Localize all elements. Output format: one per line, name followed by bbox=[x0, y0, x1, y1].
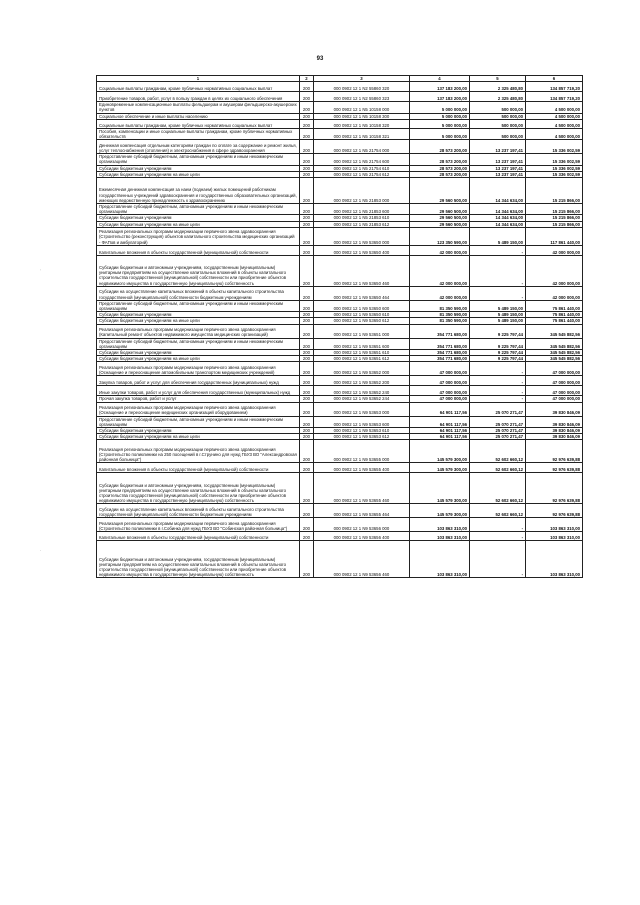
table-row bbox=[97, 128, 583, 139]
row-remaining-amount: 42 000 000,00 bbox=[526, 245, 583, 255]
table-row bbox=[97, 376, 583, 386]
row-budget-code: 000 0902 12 1 N9 53651 000 bbox=[314, 324, 410, 338]
row-group-code: 200 bbox=[300, 541, 314, 578]
row-approved-amount: 354 771 680,00 bbox=[410, 338, 470, 349]
row-budget-code: 000 0902 12 1 N5 21754 610 bbox=[314, 165, 410, 171]
row-remaining-amount: 42 000 000,00 bbox=[526, 255, 583, 286]
row-group-code: 200 bbox=[300, 171, 314, 177]
row-approved-amount: 42 000 000,00 bbox=[410, 286, 470, 300]
row-executed-amount: 52 602 660,12 bbox=[470, 440, 526, 463]
row-executed-amount: 5 489 150,00 bbox=[470, 318, 526, 324]
row-approved-amount: 81 350 590,00 bbox=[410, 318, 470, 324]
row-approved-amount: 28 573 200,00 bbox=[410, 171, 470, 177]
row-description: Субсидии на осуществление капитальных вложений в объекты капитального строительства государственной (муниципальной) собственности бюджетным учреждениям bbox=[97, 504, 300, 518]
table-row bbox=[97, 416, 583, 427]
row-executed-amount: - bbox=[470, 286, 526, 300]
row-group-code: 200 bbox=[300, 318, 314, 324]
row-group-code: 200 bbox=[300, 215, 314, 221]
row-executed-amount: 5 489 150,00 bbox=[470, 300, 526, 311]
row-group-code: 200 bbox=[300, 255, 314, 286]
row-approved-amount: 64 901 117,56 bbox=[410, 402, 470, 416]
row-description: Субсидии на осуществление капитальных вложений в объекты капитального строительства государственной (муниципальной) собственности бюджетным учреждениям bbox=[97, 286, 300, 300]
row-executed-amount: - bbox=[470, 362, 526, 376]
row-budget-code: 000 0902 12 1 N9 53650 464 bbox=[314, 286, 410, 300]
row-budget-code: 000 0902 12 1 N9 53653 610 bbox=[314, 428, 410, 434]
row-group-code: 200 bbox=[300, 165, 314, 171]
row-approved-amount: 28 573 200,00 bbox=[410, 140, 470, 154]
row-approved-amount: 137 183 200,00 bbox=[410, 92, 470, 102]
table-row bbox=[97, 221, 583, 227]
stray-mark: ' bbox=[40, 268, 41, 273]
row-description: Капитальные вложения в объекты государственной (муниципальной) собственности bbox=[97, 463, 300, 473]
row-approved-amount: 145 579 300,00 bbox=[410, 440, 470, 463]
row-executed-amount: 52 602 660,12 bbox=[470, 463, 526, 473]
row-approved-amount: 354 771 680,00 bbox=[410, 324, 470, 338]
row-budget-code: 000 0902 12 1 N5 21853 600 bbox=[314, 204, 410, 215]
row-executed-amount: 25 070 271,47 bbox=[470, 416, 526, 427]
row-remaining-amount: 4 500 000,00 bbox=[526, 102, 583, 113]
row-budget-code: 000 0902 12 1 N9 53650 400 bbox=[314, 245, 410, 255]
row-executed-amount: 14 344 634,00 bbox=[470, 204, 526, 215]
row-approved-amount: 81 350 590,00 bbox=[410, 312, 470, 318]
row-remaining-amount: 47 000 000,00 bbox=[526, 376, 583, 386]
row-approved-amount: 47 000 000,00 bbox=[410, 386, 470, 396]
table-row bbox=[97, 473, 583, 504]
row-budget-code: 000 0902 12 1 N9 53650 610 bbox=[314, 312, 410, 318]
row-description: Реализация региональных программ модернизации первичного звена здравоохранения (Строительство поликлиники в г.Собинка для нужд ГБУЗ ВО "Собинская районная больница") bbox=[97, 518, 300, 532]
row-group-code: 200 bbox=[300, 362, 314, 376]
table-row bbox=[97, 154, 583, 165]
column-header: 1 bbox=[97, 76, 300, 82]
row-remaining-amount: 103 863 310,00 bbox=[526, 541, 583, 578]
row-approved-amount: 5 000 000,00 bbox=[410, 102, 470, 113]
row-executed-amount: 9 225 797,44 bbox=[470, 350, 526, 356]
row-executed-amount: 14 344 634,00 bbox=[470, 178, 526, 204]
row-executed-amount: - bbox=[470, 376, 526, 386]
table-row bbox=[97, 178, 583, 204]
row-approved-amount: 29 560 500,00 bbox=[410, 178, 470, 204]
row-group-code: 200 bbox=[300, 221, 314, 227]
row-description: Субсидии бюджетным учреждениям на иные цели bbox=[97, 171, 300, 177]
row-approved-amount: 64 901 117,56 bbox=[410, 416, 470, 427]
table-row bbox=[97, 245, 583, 255]
row-group-code: 200 bbox=[300, 300, 314, 311]
column-header: 3 bbox=[314, 76, 410, 82]
row-description: Предоставление субсидий бюджетным, автономным учреждениям и иным некоммерческим организациям bbox=[97, 154, 300, 165]
row-group-code: 200 bbox=[300, 386, 314, 396]
column-header: 5 bbox=[470, 76, 526, 82]
row-budget-code: 000 0902 12 1 N9 53656 460 bbox=[314, 541, 410, 578]
table-row bbox=[97, 386, 583, 396]
row-description: Социальные выплаты гражданам, кроме публичных нормативных социальных выплат bbox=[97, 82, 300, 92]
row-approved-amount: 137 183 200,00 bbox=[410, 82, 470, 92]
row-description: Субсидии бюджетным и автономным учреждениям, государственным (муниципальным) унитарным предприятиям на осуществление капитальных вложений в объекты капитального строительства государственной (муниципальной) собственности или приобретение объектов недвижимого имущества в государственную (муниципальную) собственность bbox=[97, 473, 300, 504]
row-group-code: 200 bbox=[300, 402, 314, 416]
row-executed-amount: 13 237 197,41 bbox=[470, 154, 526, 165]
row-executed-amount: 13 237 197,41 bbox=[470, 140, 526, 154]
row-budget-code: 000 0902 12 1 N5 10158 000 bbox=[314, 102, 410, 113]
row-executed-amount: 500 000,00 bbox=[470, 102, 526, 113]
row-group-code: 200 bbox=[300, 416, 314, 427]
row-approved-amount: 354 771 680,00 bbox=[410, 356, 470, 362]
row-description: Единовременные компенсационные выплаты фельдшерам и акушерам фельдшерско-акушерских пунктов bbox=[97, 102, 300, 113]
row-group-code: 200 bbox=[300, 128, 314, 139]
row-budget-code: 000 0902 12 1 N5 21853 610 bbox=[314, 215, 410, 221]
row-budget-code: 000 0902 12 1 N9 53653 000 bbox=[314, 402, 410, 416]
row-group-code: 200 bbox=[300, 428, 314, 434]
row-approved-amount: 28 573 200,00 bbox=[410, 165, 470, 171]
row-executed-amount: - bbox=[470, 396, 526, 402]
row-budget-code: 000 0902 12 1 N9 53650 612 bbox=[314, 318, 410, 324]
row-remaining-amount: 4 500 000,00 bbox=[526, 128, 583, 139]
row-group-code: 200 bbox=[300, 178, 314, 204]
row-budget-code: 000 0902 12 1 N9 53650 460 bbox=[314, 255, 410, 286]
row-remaining-amount: 92 976 639,88 bbox=[526, 440, 583, 463]
table-row bbox=[97, 92, 583, 102]
row-group-code: 200 bbox=[300, 324, 314, 338]
row-executed-amount: 5 489 150,00 bbox=[470, 312, 526, 318]
row-approved-amount: 103 863 310,00 bbox=[410, 541, 470, 578]
row-budget-code: 000 0902 12 1 N9 53655 460 bbox=[314, 473, 410, 504]
row-description: Приобретение товаров, работ, услуг в пользу граждан в целях их социального обеспечения bbox=[97, 92, 300, 102]
row-executed-amount: 52 602 660,12 bbox=[470, 473, 526, 504]
row-remaining-amount: 103 863 310,00 bbox=[526, 518, 583, 532]
row-approved-amount: 64 901 117,56 bbox=[410, 428, 470, 434]
row-group-code: 200 bbox=[300, 227, 314, 245]
row-approved-amount: 103 863 310,00 bbox=[410, 532, 470, 541]
budget-table bbox=[96, 75, 583, 578]
table-row bbox=[97, 102, 583, 113]
row-executed-amount: 14 344 634,00 bbox=[470, 221, 526, 227]
row-remaining-amount: 75 861 440,00 bbox=[526, 312, 583, 318]
row-group-code: 200 bbox=[300, 140, 314, 154]
row-budget-code: 000 0902 12 1 N9 53651 610 bbox=[314, 350, 410, 356]
row-description: Прочая закупка товаров, работ и услуг bbox=[97, 396, 300, 402]
row-description: Субсидии бюджетным учреждениям на иные цели bbox=[97, 221, 300, 227]
column-header: 2 bbox=[300, 76, 314, 82]
stray-mark: · bbox=[40, 548, 42, 553]
row-description: Предоставление субсидий бюджетным, автономным учреждениям и иным некоммерческим организациям bbox=[97, 300, 300, 311]
row-executed-amount: 2 325 480,80 bbox=[470, 82, 526, 92]
row-approved-amount: 5 000 000,00 bbox=[410, 113, 470, 119]
row-budget-code: 000 0902 12 1 N9 53652 240 bbox=[314, 386, 410, 396]
table-row bbox=[97, 140, 583, 154]
row-budget-code: 000 0902 12 1 N9 53650 000 bbox=[314, 227, 410, 245]
row-remaining-amount: 117 861 440,00 bbox=[526, 227, 583, 245]
row-approved-amount: 42 000 000,00 bbox=[410, 255, 470, 286]
row-group-code: 200 bbox=[300, 434, 314, 440]
table-row bbox=[97, 463, 583, 473]
row-remaining-amount: 39 830 846,09 bbox=[526, 428, 583, 434]
row-budget-code: 000 0902 12 1 N9 53655 400 bbox=[314, 463, 410, 473]
row-budget-code: 000 0902 12 1 N5 21754 000 bbox=[314, 140, 410, 154]
row-remaining-amount: 345 545 882,56 bbox=[526, 338, 583, 349]
table-row bbox=[97, 82, 583, 92]
row-description: Социальное обеспечение и иные выплаты населению bbox=[97, 113, 300, 119]
row-description: Денежная компенсация отдельным категориям граждан по оплате за содержание и ремонт жилья, услуг теплоснабжения (отопления) и электроснабжения в сфере здравоохранения bbox=[97, 140, 300, 154]
row-executed-amount: 9 225 797,44 bbox=[470, 338, 526, 349]
row-description: Предоставление субсидий бюджетным, автономным учреждениям и иным некоммерческим организациям bbox=[97, 338, 300, 349]
table-row bbox=[97, 171, 583, 177]
row-group-code: 200 bbox=[300, 356, 314, 362]
row-executed-amount: 25 070 271,47 bbox=[470, 428, 526, 434]
table-row bbox=[97, 356, 583, 362]
table-row bbox=[97, 165, 583, 171]
row-description: Реализация региональных программ модернизации первичного звена здравоохранения (Капитальный ремонт объектов недвижимого имущества медицинских организаций) bbox=[97, 324, 300, 338]
table-row bbox=[97, 300, 583, 311]
row-budget-code: 000 0902 12 1 N9 53652 000 bbox=[314, 362, 410, 376]
row-budget-code: 000 0902 12 1 N2 55860 320 bbox=[314, 82, 410, 92]
row-group-code: 200 bbox=[300, 396, 314, 402]
row-remaining-amount: 15 215 866,00 bbox=[526, 221, 583, 227]
row-approved-amount: 47 000 000,00 bbox=[410, 376, 470, 386]
row-description: Предоставление субсидий бюджетным, автономным учреждениям и иным некоммерческим организациям bbox=[97, 204, 300, 215]
row-approved-amount: 64 901 117,56 bbox=[410, 434, 470, 440]
row-group-code: 200 bbox=[300, 473, 314, 504]
table-row bbox=[97, 350, 583, 356]
table-row bbox=[97, 428, 583, 434]
row-budget-code: 000 0902 12 1 N9 53652 200 bbox=[314, 376, 410, 386]
table-row bbox=[97, 440, 583, 463]
row-description: Субсидии бюджетным учреждениям bbox=[97, 350, 300, 356]
row-budget-code: 000 0902 12 1 N5 21853 612 bbox=[314, 221, 410, 227]
row-group-code: 200 bbox=[300, 518, 314, 532]
row-budget-code: 000 0902 12 1 N9 53651 612 bbox=[314, 356, 410, 362]
row-remaining-amount: 47 000 000,00 bbox=[526, 396, 583, 402]
page-number: 93 bbox=[316, 56, 324, 62]
row-approved-amount: 29 560 500,00 bbox=[410, 204, 470, 215]
row-remaining-amount: 4 500 000,00 bbox=[526, 113, 583, 119]
table-row bbox=[97, 318, 583, 324]
row-executed-amount: - bbox=[470, 245, 526, 255]
row-remaining-amount: 15 215 866,00 bbox=[526, 204, 583, 215]
row-remaining-amount: 15 336 002,59 bbox=[526, 165, 583, 171]
row-description: Социальные выплаты гражданам, кроме публичных нормативных социальных выплат bbox=[97, 119, 300, 128]
row-budget-code: 000 0902 12 1 N9 53653 612 bbox=[314, 434, 410, 440]
row-executed-amount: 25 070 271,47 bbox=[470, 434, 526, 440]
row-budget-code: 000 0902 12 1 N9 53652 244 bbox=[314, 396, 410, 402]
row-budget-code: 000 0902 12 1 N5 21754 600 bbox=[314, 154, 410, 165]
row-approved-amount: 42 000 000,00 bbox=[410, 245, 470, 255]
row-group-code: 200 bbox=[300, 82, 314, 92]
row-executed-amount: 9 225 797,44 bbox=[470, 356, 526, 362]
row-description: Субсидии бюджетным учреждениям на иные цели bbox=[97, 318, 300, 324]
row-executed-amount: 13 237 197,41 bbox=[470, 171, 526, 177]
row-group-code: 200 bbox=[300, 312, 314, 318]
row-remaining-amount: 92 976 639,88 bbox=[526, 463, 583, 473]
table-row bbox=[97, 312, 583, 318]
table-row bbox=[97, 227, 583, 245]
table-row bbox=[97, 119, 583, 128]
row-budget-code: 000 0902 12 1 N9 53651 600 bbox=[314, 338, 410, 349]
row-group-code: 200 bbox=[300, 154, 314, 165]
row-approved-amount: 5 000 000,00 bbox=[410, 128, 470, 139]
row-group-code: 200 bbox=[300, 463, 314, 473]
row-description: Субсидии бюджетным учреждениям bbox=[97, 312, 300, 318]
row-budget-code: 000 0902 12 1 N5 21754 612 bbox=[314, 171, 410, 177]
row-executed-amount: 500 000,00 bbox=[470, 119, 526, 128]
row-remaining-amount: 39 830 846,09 bbox=[526, 402, 583, 416]
row-approved-amount: 354 771 680,00 bbox=[410, 350, 470, 356]
row-executed-amount: 5 489 150,00 bbox=[470, 227, 526, 245]
table-row bbox=[97, 113, 583, 119]
table-row bbox=[97, 541, 583, 578]
row-budget-code: 000 0902 12 1 N9 53653 600 bbox=[314, 416, 410, 427]
row-remaining-amount: 103 863 310,00 bbox=[526, 532, 583, 541]
row-executed-amount: - bbox=[470, 541, 526, 578]
row-description: Реализация региональных программ модернизации первичного звена здравоохранения (Строительство (реконструкция) объектов капитального строительства медицинских организаций - ФАПов и амбулаторий) bbox=[97, 227, 300, 245]
table-row bbox=[97, 532, 583, 541]
row-remaining-amount: 47 000 000,00 bbox=[526, 386, 583, 396]
row-approved-amount: 47 000 000,00 bbox=[410, 396, 470, 402]
row-remaining-amount: 47 000 000,00 bbox=[526, 362, 583, 376]
row-executed-amount: 52 602 660,12 bbox=[470, 504, 526, 518]
row-remaining-amount: 15 336 002,59 bbox=[526, 154, 583, 165]
row-remaining-amount: 345 545 882,56 bbox=[526, 350, 583, 356]
table-row bbox=[97, 255, 583, 286]
row-approved-amount: 81 350 590,00 bbox=[410, 300, 470, 311]
table-row bbox=[97, 324, 583, 338]
row-budget-code: 000 0902 12 1 N9 53650 600 bbox=[314, 300, 410, 311]
row-group-code: 200 bbox=[300, 376, 314, 386]
row-budget-code: 000 0902 12 1 N2 55860 323 bbox=[314, 92, 410, 102]
row-group-code: 200 bbox=[300, 102, 314, 113]
row-group-code: 200 bbox=[300, 338, 314, 349]
row-description: Реализация региональных программ модернизации первичного звена здравоохранения (Оснащение и переоснащение автомобильным транспортом медицинских учреждений) bbox=[97, 362, 300, 376]
row-description: Субсидии бюджетным учреждениям bbox=[97, 165, 300, 171]
row-executed-amount: 500 000,00 bbox=[470, 113, 526, 119]
row-remaining-amount: 92 976 639,88 bbox=[526, 473, 583, 504]
table-row bbox=[97, 215, 583, 221]
row-remaining-amount: 134 857 719,20 bbox=[526, 92, 583, 102]
row-remaining-amount: 15 215 866,00 bbox=[526, 215, 583, 221]
row-group-code: 200 bbox=[300, 113, 314, 119]
row-remaining-amount: 4 500 000,00 bbox=[526, 119, 583, 128]
table-row bbox=[97, 504, 583, 518]
row-remaining-amount: 15 336 002,59 bbox=[526, 140, 583, 154]
row-description: Капитальные вложения в объекты государственной (муниципальной) собственности bbox=[97, 532, 300, 541]
row-description: Предоставление субсидий бюджетным, автономным учреждениям и иным некоммерческим организациям bbox=[97, 416, 300, 427]
row-budget-code: 000 0902 12 1 N5 10158 321 bbox=[314, 128, 410, 139]
row-group-code: 200 bbox=[300, 504, 314, 518]
table-row bbox=[97, 286, 583, 300]
row-description: Субсидии бюджетным и автономным учреждениям, государственным (муниципальным) унитарным предприятиям на осуществление капитальных вложений в объекты капитального строительства государственной (муниципальной) собственности или приобретение объектов недвижимого имущества в государственную (муниципальную) собственность bbox=[97, 255, 300, 286]
row-approved-amount: 145 579 300,00 bbox=[410, 473, 470, 504]
row-remaining-amount: 134 857 719,20 bbox=[526, 82, 583, 92]
row-description: Субсидии бюджетным учреждениям на иные цели bbox=[97, 356, 300, 362]
row-group-code: 200 bbox=[300, 119, 314, 128]
table-row bbox=[97, 518, 583, 532]
row-budget-code: 000 0902 12 1 N9 53656 000 bbox=[314, 518, 410, 532]
row-executed-amount: 500 000,00 bbox=[470, 128, 526, 139]
table-row bbox=[97, 434, 583, 440]
row-group-code: 200 bbox=[300, 204, 314, 215]
row-executed-amount: 13 237 197,41 bbox=[470, 165, 526, 171]
row-description: Ежемесячная денежная компенсация за наем (поднаем) жилых помещений работникам государственных учреждений здравоохранения и государственных образовательных организаций, имеющих ведомственную принадлежность к здравоохранению bbox=[97, 178, 300, 204]
row-remaining-amount: 39 830 846,09 bbox=[526, 416, 583, 427]
table-row bbox=[97, 402, 583, 416]
table-row bbox=[97, 362, 583, 376]
table-row bbox=[97, 338, 583, 349]
row-description: Субсидии бюджетным учреждениям bbox=[97, 428, 300, 434]
column-header: 6 bbox=[526, 76, 583, 82]
row-budget-code: 000 0902 12 1 N5 10158 300 bbox=[314, 113, 410, 119]
row-executed-amount: - bbox=[470, 518, 526, 532]
row-remaining-amount: 345 545 882,56 bbox=[526, 356, 583, 362]
row-executed-amount: - bbox=[470, 255, 526, 286]
row-group-code: 200 bbox=[300, 440, 314, 463]
table-row bbox=[97, 204, 583, 215]
row-remaining-amount: 42 000 000,00 bbox=[526, 286, 583, 300]
row-approved-amount: 145 579 300,00 bbox=[410, 504, 470, 518]
row-approved-amount: 29 560 500,00 bbox=[410, 215, 470, 221]
row-approved-amount: 5 000 000,00 bbox=[410, 119, 470, 128]
row-description: Субсидии бюджетным учреждениям bbox=[97, 215, 300, 221]
row-remaining-amount: 39 830 846,09 bbox=[526, 434, 583, 440]
column-header: 4 bbox=[410, 76, 470, 82]
row-budget-code: 000 0902 12 1 N9 53656 400 bbox=[314, 532, 410, 541]
row-approved-amount: 29 560 500,00 bbox=[410, 221, 470, 227]
row-group-code: 200 bbox=[300, 350, 314, 356]
row-description: Пособия, компенсации и иные социальные выплаты гражданам, кроме публичных нормативных обязательств bbox=[97, 128, 300, 139]
row-budget-code: 000 0902 12 1 N9 53655 464 bbox=[314, 504, 410, 518]
row-executed-amount: 25 070 271,47 bbox=[470, 402, 526, 416]
row-approved-amount: 123 350 590,00 bbox=[410, 227, 470, 245]
row-remaining-amount: 75 861 440,00 bbox=[526, 318, 583, 324]
row-approved-amount: 145 579 300,00 bbox=[410, 463, 470, 473]
row-budget-code: 000 0902 12 1 N5 10158 320 bbox=[314, 119, 410, 128]
row-group-code: 200 bbox=[300, 92, 314, 102]
row-remaining-amount: 15 215 866,00 bbox=[526, 178, 583, 204]
row-budget-code: 000 0902 12 1 N9 53655 000 bbox=[314, 440, 410, 463]
row-approved-amount: 103 863 310,00 bbox=[410, 518, 470, 532]
row-description: Иные закупки товаров, работ и услуг для обеспечения государственных (муниципальных) нужд bbox=[97, 386, 300, 396]
row-remaining-amount: 345 545 882,56 bbox=[526, 324, 583, 338]
row-executed-amount: - bbox=[470, 386, 526, 396]
row-remaining-amount: 75 861 440,00 bbox=[526, 300, 583, 311]
row-description: Реализация региональных программ модернизации первичного звена здравоохранения (Оснащение и переоснащение медицинских организаций оборудованием) bbox=[97, 402, 300, 416]
row-group-code: 200 bbox=[300, 286, 314, 300]
row-approved-amount: 47 000 000,00 bbox=[410, 362, 470, 376]
row-group-code: 200 bbox=[300, 245, 314, 255]
row-approved-amount: 28 573 200,00 bbox=[410, 154, 470, 165]
row-description: Реализация региональных программ модернизации первичного звена здравоохранения (Строительство поликлиники на 250 посещений в г.Струнино для нужд ГБУЗ ВО "Александровская районная больница") bbox=[97, 440, 300, 463]
row-description: Закупка товаров, работ и услуг для обеспечения государственных (муниципальных) нужд bbox=[97, 376, 300, 386]
row-remaining-amount: 92 976 639,88 bbox=[526, 504, 583, 518]
row-group-code: 200 bbox=[300, 532, 314, 541]
row-executed-amount: 2 325 480,80 bbox=[470, 92, 526, 102]
row-budget-code: 000 0902 12 1 N5 21853 000 bbox=[314, 178, 410, 204]
row-description: Капитальные вложения в объекты государственной (муниципальной) собственности bbox=[97, 245, 300, 255]
row-remaining-amount: 15 336 002,59 bbox=[526, 171, 583, 177]
row-description: Субсидии бюджетным учреждениям на иные цели bbox=[97, 434, 300, 440]
row-executed-amount: 14 344 634,00 bbox=[470, 215, 526, 221]
row-executed-amount: 9 225 797,44 bbox=[470, 324, 526, 338]
row-executed-amount: - bbox=[470, 532, 526, 541]
row-description: Субсидии бюджетным и автономным учреждениям, государственным (муниципальным) унитарным предприятиям на осуществление капитальных вложений в объекты капитального строительства государственной (муниципальной) собственности или приобретение объектов недвижимого имущества в государственную (муниципальную) собственность bbox=[97, 541, 300, 578]
